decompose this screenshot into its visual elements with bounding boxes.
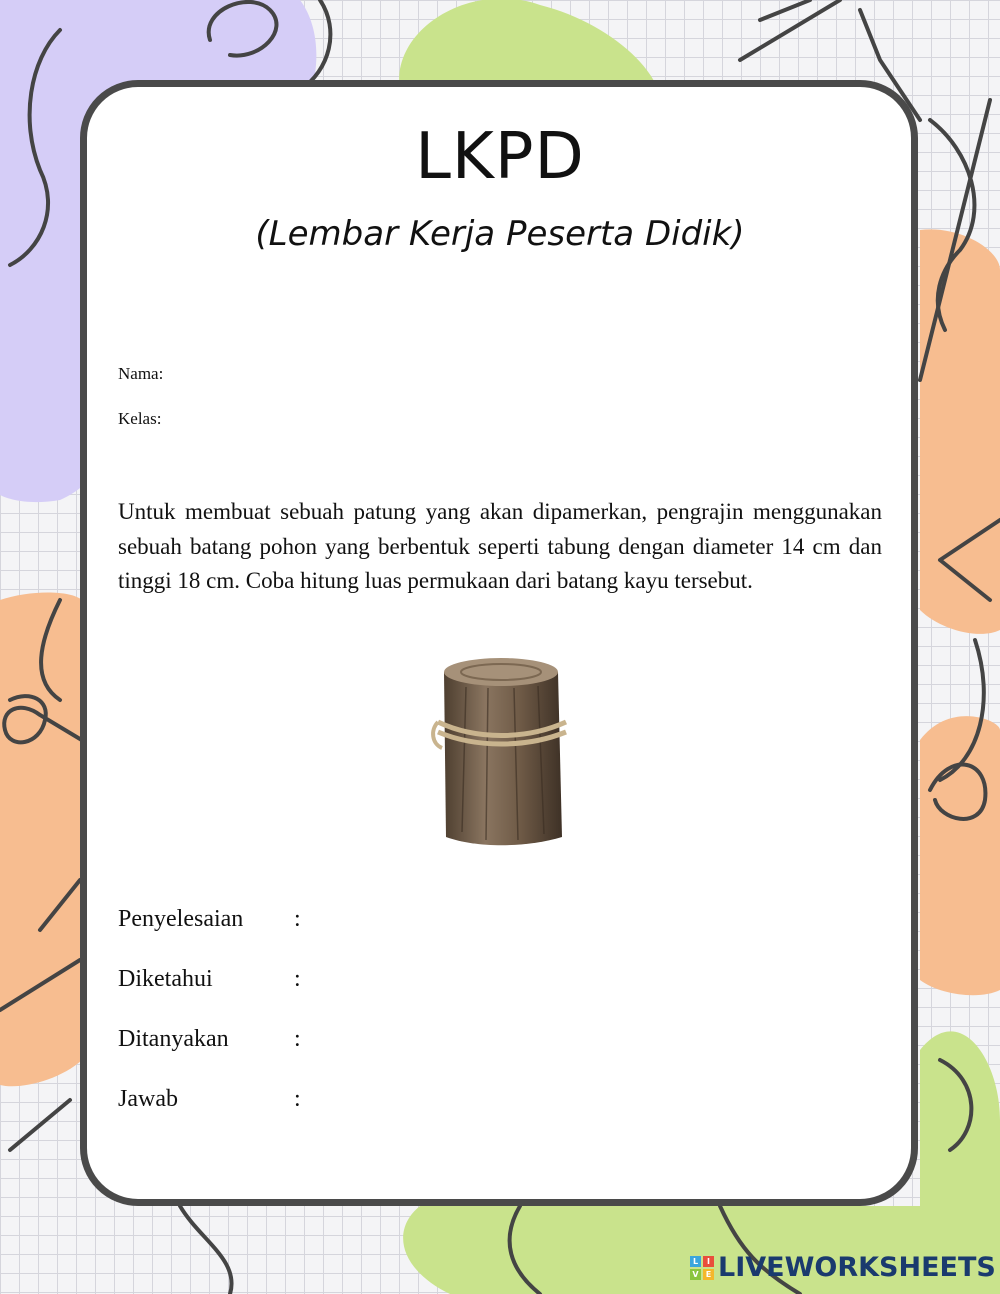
answer-row-ditanyakan xyxy=(118,1026,301,1053)
answer-row-penyelesaian xyxy=(118,906,301,933)
worksheet-subtitle: (Lembar Kerja Peserta Didik) xyxy=(255,214,745,254)
liveworksheets-logo[interactable] xyxy=(690,1252,996,1283)
name-label: Nama: xyxy=(118,364,164,383)
wooden-log-image xyxy=(426,652,576,848)
orange-blob-right-lower xyxy=(920,716,1000,995)
liveworksheets-brand: LIVEWORKSHEETS xyxy=(718,1252,996,1283)
answer-row-jawab xyxy=(118,1086,301,1113)
problem-text: Untuk membuat sebuah patung yang akan dipamerkan, pengrajin menggunakan sebuah batang pohon yang berbentuk seperti tabung dengan diameter 14 cm dan tinggi 18 cm. Coba hitung luas permukaan dari batang kayu tersebut. xyxy=(118,499,882,593)
logo-letter: E xyxy=(703,1269,714,1280)
answer-row-colon: : xyxy=(294,1026,301,1052)
class-label: Kelas: xyxy=(118,409,162,428)
worksheet-title: LKPD xyxy=(415,120,585,194)
orange-blob-right-upper xyxy=(920,229,1000,634)
answer-row-label: Ditanyakan xyxy=(118,1026,229,1052)
answer-row-label: Penyelesaian xyxy=(118,906,244,932)
logo-letter: I xyxy=(703,1256,714,1267)
answer-row-label: Diketahui xyxy=(118,966,213,992)
answer-row-label: Jawab xyxy=(118,1086,178,1112)
answer-row-colon: : xyxy=(294,906,301,932)
liveworksheets-logo-icon xyxy=(690,1256,714,1280)
logo-letter: L xyxy=(690,1256,701,1267)
answer-row-colon: : xyxy=(294,1086,301,1112)
answer-row-diketahui xyxy=(118,966,301,993)
answer-row-colon: : xyxy=(294,966,301,992)
logo-letter: V xyxy=(690,1269,701,1280)
